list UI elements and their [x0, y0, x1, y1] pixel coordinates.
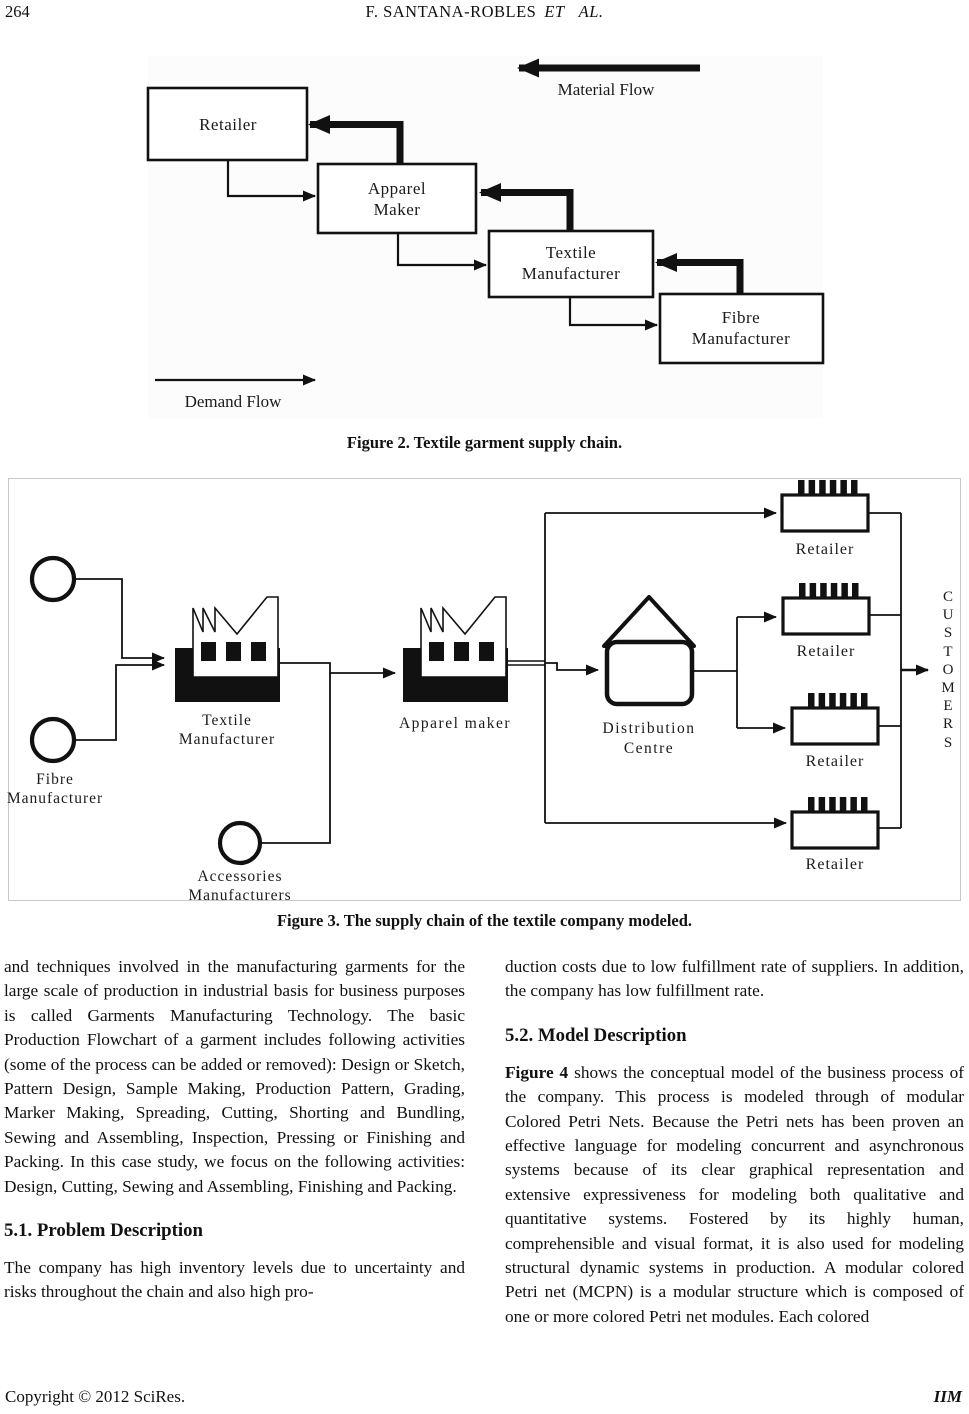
- customers-label: [941, 589, 954, 751]
- retailer1-label: Retailer: [795, 541, 855, 558]
- fibre-box-label-line2: Manufacturer: [691, 329, 791, 348]
- figure2-diagram: [0, 55, 969, 423]
- running-head: [0, 2, 969, 22]
- customers-letter: O: [942, 662, 954, 678]
- paragraph: duction costs due to low fulfillment rate of suppliers. In addition, the company has low fulfillment rate.: [505, 957, 964, 1001]
- customers-letter: T: [943, 644, 953, 660]
- customers-letter: M: [941, 680, 955, 696]
- retailer-box-label: Retailer: [199, 115, 257, 134]
- apparel-maker-box-label-line2: Maker: [373, 200, 421, 219]
- fibre-label-line1: Fibre: [36, 771, 74, 788]
- paragraph: and techniques involved in the manufacturing garments for the large scale of production in industrial basis for business purposes is called Garments Manufacturing Technology. The basic Production Flowchart of a garment includes following activities (some of the process can be added or removed): Design or Sketch, Pattern Design, Sample Making, Production Pattern, Grading, Marker Making, Spreading, Cutting, Shorting and Bundling, Sewing and Assembling, Inspection, Pressing or Finishing and Packing. In this case study, we focus on the following activities: Design, Cutting, Sewing and Assembling, Finishing and Packing.: [4, 957, 465, 1196]
- figure-reference: Figure 4: [505, 1062, 569, 1082]
- running-head-etal: ET AL.: [544, 2, 604, 21]
- retailer2-label: Retailer: [796, 643, 856, 660]
- textile-label-line1: Textile: [202, 712, 252, 729]
- fibre-source-circle-2: [32, 719, 74, 761]
- customers-letter: U: [942, 607, 954, 623]
- textile-box-label-line2: Manufacturer: [521, 264, 621, 283]
- fibre-source-circle-1: [32, 558, 74, 600]
- retailer4-label: Retailer: [805, 856, 865, 873]
- apparel-maker-box-label-line1: Apparel: [367, 179, 427, 198]
- fibre-label-line2: Manufacturer: [6, 790, 104, 807]
- demand-flow-label: Demand Flow: [184, 392, 282, 411]
- textile-box-label-line1: Textile: [545, 243, 597, 262]
- customers-letter: S: [943, 625, 953, 641]
- section-heading-5-2: 5.2. Model Description: [505, 1024, 687, 1046]
- distribution-label-line1: Distribution: [602, 720, 696, 737]
- paragraph: [505, 1061, 964, 1329]
- customers-letter: C: [942, 589, 954, 605]
- material-flow-label: Material Flow: [557, 80, 655, 99]
- distribution-body-icon: [607, 642, 692, 704]
- paragraph: The company has high inventory levels due to uncertainty and risks throughout the chain and also high pro-: [4, 1258, 465, 1302]
- section-heading-5-1: 5.1. Problem Description: [4, 1220, 203, 1242]
- distribution-label-line2: Centre: [623, 740, 675, 757]
- running-head-authors: F. SANTANA-ROBLES: [365, 2, 537, 21]
- apparel-maker-box: [318, 164, 476, 233]
- body-column-right: [505, 955, 964, 1329]
- retailer3-label: Retailer: [805, 753, 865, 770]
- figure2-caption: Figure 2. Textile garment supply chain.: [346, 433, 623, 452]
- customers-letter: R: [942, 716, 954, 732]
- customers-letter: S: [943, 735, 953, 751]
- page-number: 264: [5, 2, 30, 21]
- page-footer: [5, 1387, 962, 1407]
- textile-label-line2: Manufacturer: [178, 731, 276, 748]
- paragraph-text: shows the conceptual model of the business process of the company. This process is modeled through of modular Colored Petri Nets. Because the Petri nets has been proven an effective language for modeling concurrent and asynchronous systems because of its clear graphical representation and extensive expressiveness for modeling both qualitative and quantitative systems. Fostered by its highly human, comprehensible and visual format, it is also used for modeling structural dynamic systems in production. A modular colored Petri net (MCPN) is a modular structure which is composed of one or more colored Petri net modules. Each colored: [505, 1062, 964, 1326]
- journal-abbreviation: IIM: [933, 1387, 962, 1406]
- accessories-label-line1: Accessories: [197, 868, 283, 885]
- accessories-circle: [220, 823, 260, 863]
- figure3-caption: Figure 3. The supply chain of the textile company modeled.: [276, 911, 693, 930]
- body-column-left: [4, 955, 465, 1305]
- apparel-label: Apparel maker: [398, 715, 512, 732]
- figure3-diagram: [0, 478, 969, 902]
- fibre-box-label-line1: Fibre: [721, 308, 761, 327]
- copyright-notice: Copyright © 2012 SciRes.: [5, 1387, 186, 1406]
- accessories-label-line2: Manufacturers: [188, 887, 292, 902]
- customers-letter: E: [943, 698, 953, 714]
